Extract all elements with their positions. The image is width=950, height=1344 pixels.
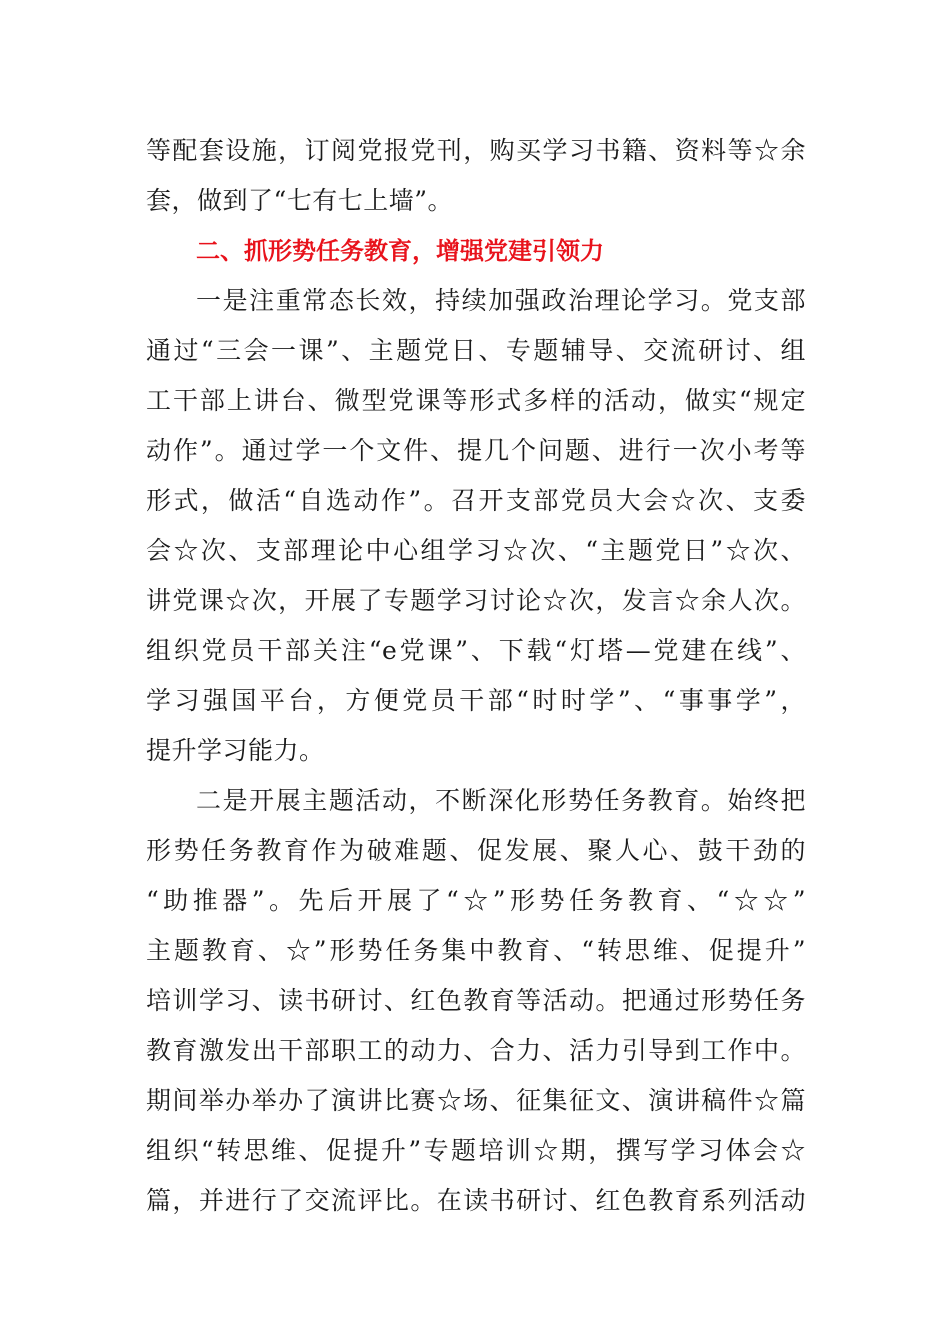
paragraph-line: 通过“三会一课”、主题党日、专题辅导、交流研讨、组: [146, 336, 806, 365]
paragraph-line: 形势任务教育作为破难题、促发展、聚人心、鼓干劲的: [146, 836, 806, 865]
paragraph-line: 动作”。通过学一个文件、提几个问题、进行一次小考等: [146, 436, 806, 465]
paragraph-line: 期间举办举办了演讲比赛☆场、征集征文、演讲稿件☆篇: [146, 1086, 806, 1115]
paragraph-line: 组织党员干部关注“e党课”、下载“灯塔—党建在线”、: [146, 636, 806, 665]
paragraph-line: 工干部上讲台、微型党课等形式多样的活动，做实“规定: [146, 386, 806, 415]
paragraph-line: 组织“转思维、促提升”专题培训☆期，撰写学习体会☆: [146, 1136, 806, 1165]
paragraph-line: 套，做到了“七有七上墙”。: [146, 186, 454, 215]
paragraph-line: 主题教育、☆”形势任务集中教育、“转思维、促提升”: [146, 936, 806, 965]
paragraph-line: 会☆次、支部理论中心组学习☆次、“主题党日”☆次、: [146, 536, 806, 565]
paragraph-line: 学习强国平台，方便党员干部“时时学”、“事事学”，: [146, 686, 807, 715]
section-heading: 二、抓形势任务教育，增强党建引领力: [196, 237, 604, 265]
paragraph-line: 篇，并进行了交流评比。在读书研讨、红色教育系列活动: [146, 1186, 806, 1215]
paragraph-line: 二是开展主题活动，不断深化形势任务教育。始终把: [196, 786, 806, 815]
paragraph-line: 提升学习能力。: [146, 736, 325, 765]
paragraph-line: 等配套设施，订阅党报党刊，购买学习书籍、资料等☆余: [146, 136, 806, 165]
paragraph-line: 讲党课☆次，开展了专题学习讨论☆次，发言☆余人次。: [146, 586, 806, 615]
paragraph-line: 培训学习、读书研讨、红色教育等活动。把通过形势任务: [146, 986, 806, 1015]
paragraph-line: “助推器”。先后开展了“☆”形势任务教育、“☆☆”: [146, 886, 806, 915]
paragraph-line: 教育激发出干部职工的动力、合力、活力引导到工作中。: [146, 1036, 806, 1065]
paragraph-line: 一是注重常态长效，持续加强政治理论学习。党支部: [196, 286, 806, 315]
paragraph-line: 形式，做活“自选动作”。召开支部党员大会☆次、支委: [146, 486, 806, 515]
